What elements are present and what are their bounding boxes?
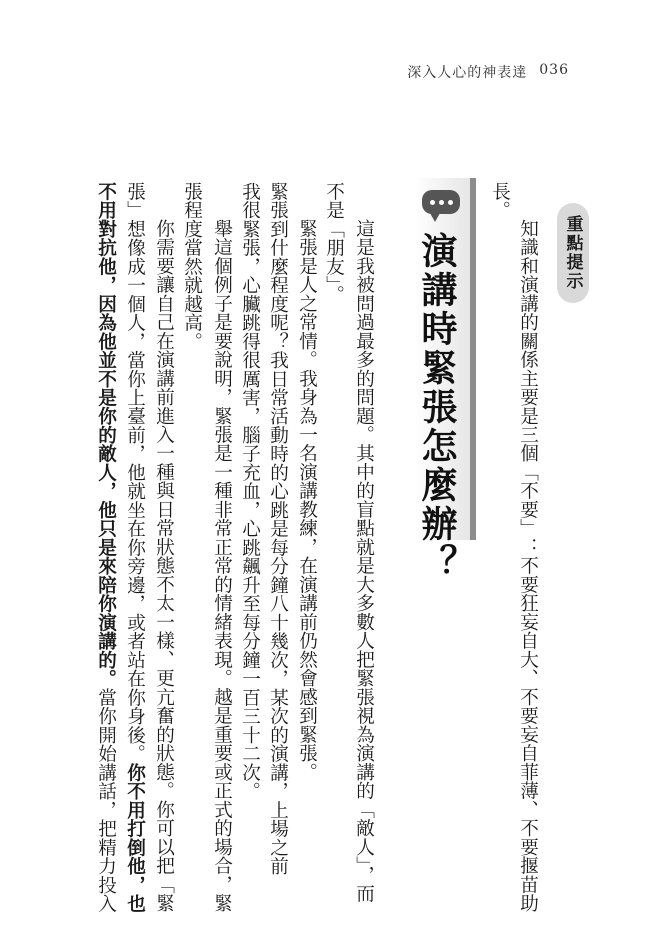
tip-label: 重點提示 <box>557 203 589 303</box>
running-head <box>407 62 569 82</box>
chapter-title: 深入人心的神表達 <box>407 65 528 81</box>
tip-text-line-2: 長。 <box>489 182 511 220</box>
paragraph-text: 張」想像成一個人，當你上臺前，他就坐在你旁邊，或者站在你身後。 <box>124 182 146 763</box>
page-number: 036 <box>539 62 569 78</box>
paragraph-line <box>95 182 117 913</box>
paragraph-line: 不是「朋友」。 <box>323 182 345 304</box>
paragraph-line: 緊張到什麼程度呢？我日常活動時的心跳是每分鐘八十幾次，某次的演講，上場之前 <box>267 182 289 876</box>
emphasis-text: 你不用打倒他，也 <box>124 762 146 913</box>
emphasis-text: 不用對抗他，因為他並不是你的敵人，他只是來陪你演講的。 <box>95 182 117 688</box>
paragraph-line: 緊張是人之常情。我身為一名演講教練，在演講前仍然會感到緊張。 <box>296 219 318 782</box>
paragraph-line <box>124 182 146 913</box>
paragraph-line: 張程度當然就越高。 <box>181 182 203 351</box>
paragraph-line: 你需要讓自己在演講前進入一種與日常狀態不太一樣、更亢奮的狀態。你可以把「緊 <box>153 219 175 913</box>
paragraph-line: 舉這個例子是要說明，緊張是一種非常正常的情緒表現。越是重要或正式的場合，緊 <box>211 219 233 913</box>
paragraph-text: 當你開始講話，把精力投入 <box>95 687 117 913</box>
section-heading: 演講時緊張怎麼辦？ <box>416 232 457 583</box>
tip-text-line-1: 知識和演講的關係主要是三個「不要」：不要狂妄自大、不要妄自菲薄、不要揠苗助 <box>517 219 539 913</box>
paragraph-line: 我很緊張，心臟跳得很厲害，腦子充血，心跳飆升至每分鐘一百三十二次。 <box>239 182 261 801</box>
speech-bubble-icon <box>422 190 460 214</box>
paragraph-line: 這是我被問過最多的問題。其中的盲點就是大多數人把緊張視為演講的「敵人」，而 <box>353 219 375 904</box>
